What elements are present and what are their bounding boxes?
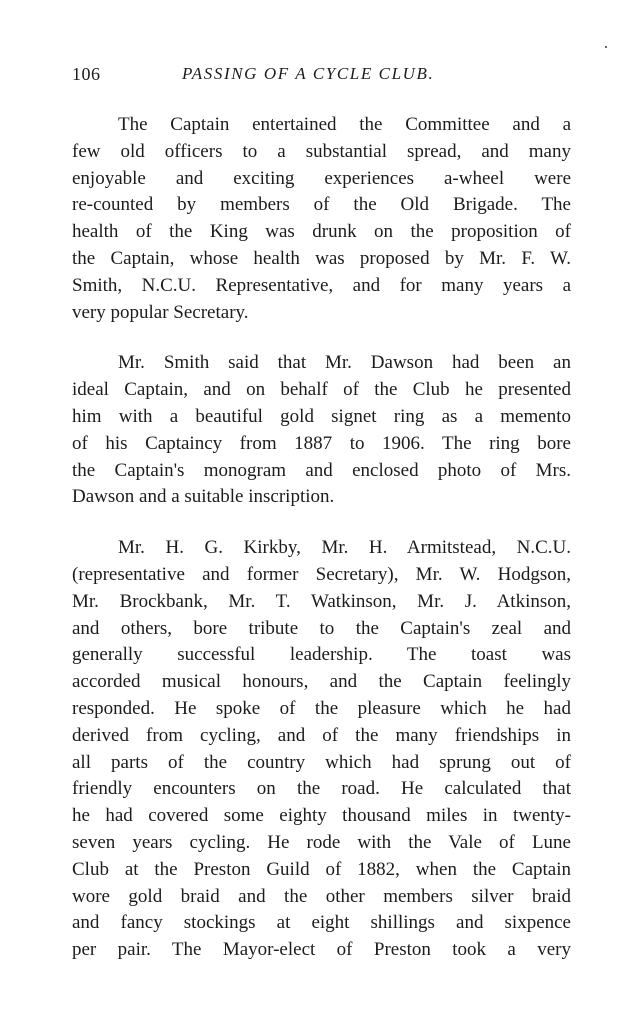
- text-line: enjoyable and exciting experiences a-wheel were: [72, 167, 571, 189]
- text-line: Mr. H. G. Kirkby, Mr. H. Armitstead, N.C.U.: [118, 537, 571, 559]
- paragraph-1: [72, 112, 571, 326]
- text-line: accorded musical honours, and the Captain feelingly: [72, 671, 571, 693]
- text-line: responded. He spoke of the pleasure which he had: [72, 697, 571, 719]
- text-line: per pair. The Mayor-elect of Preston took a very: [72, 939, 571, 961]
- body-text: [72, 112, 571, 964]
- text-line: seven years cycling. He rode with the Vale of Lune: [72, 831, 571, 853]
- text-line: the Captain's monogram and enclosed photo of Mrs.: [72, 459, 571, 481]
- text-line: The Captain entertained the Committee and a: [118, 114, 571, 135]
- text-line: and fancy stockings at eight shillings and sixpence: [72, 912, 571, 934]
- text-line: and others, bore tribute to the Captain's zeal and: [72, 617, 571, 639]
- text-line: Mr. Smith said that Mr. Dawson had been an: [118, 352, 571, 374]
- page-number: 106: [72, 64, 101, 84]
- text-line: ideal Captain, and on behalf of the Club he presented: [72, 379, 571, 401]
- text-line: wore gold braid and the other members silver braid: [72, 885, 571, 907]
- text-line: Club at the Preston Guild of 1882, when the Captain: [72, 858, 571, 880]
- running-head: [72, 64, 572, 94]
- text-line: friendly encounters on the road. He calculated that: [72, 778, 571, 800]
- text-line: Dawson and a suitable inscription.: [72, 486, 335, 508]
- text-line: him with a beautiful gold signet ring as a memento: [72, 405, 571, 427]
- text-line: few old officers to a substantial spread, and many: [72, 140, 571, 162]
- text-line: (representative and former Secretary), Mr. W. Hodgson,: [72, 563, 571, 585]
- paragraph-3: [72, 535, 571, 964]
- scan-speck: [605, 46, 607, 48]
- text-line: health of the King was drunk on the proposition of: [72, 221, 571, 243]
- text-line: Smith, N.C.U. Representative, and for many years a: [72, 274, 571, 296]
- text-line: of his Captaincy from 1887 to 1906. The ring bore: [72, 432, 571, 454]
- text-line: he had covered some eighty thousand miles in twenty-: [72, 805, 571, 827]
- text-line: Mr. Brockbank, Mr. T. Watkinson, Mr. J. Atkinson,: [72, 590, 571, 612]
- text-line: the Captain, whose health was proposed by Mr. F. W.: [72, 247, 571, 269]
- text-line: all parts of the country which had sprung out of: [72, 751, 571, 773]
- text-line: re-counted by members of the Old Brigade. The: [72, 194, 571, 216]
- running-title: PASSING OF A CYCLE CLUB.: [182, 64, 435, 83]
- paragraph-2: [72, 350, 571, 511]
- text-line: very popular Secretary.: [72, 301, 249, 323]
- text-line: generally successful leadership. The toast was: [72, 644, 571, 666]
- text-line: derived from cycling, and of the many friendships in: [72, 724, 571, 746]
